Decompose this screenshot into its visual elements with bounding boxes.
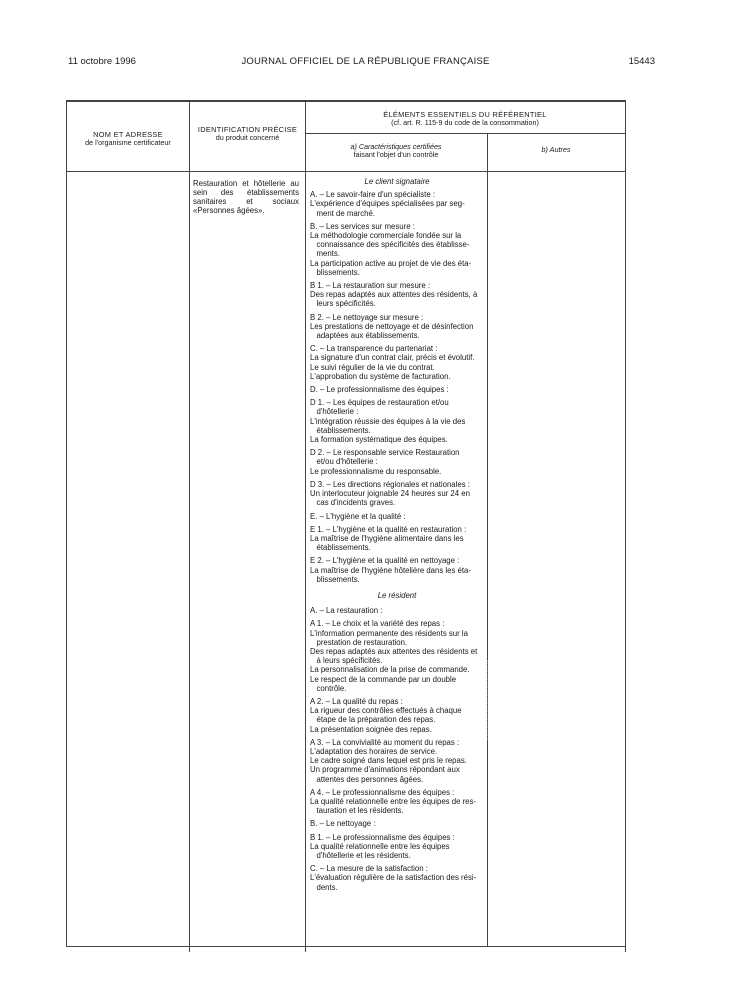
header-elements-line2: (cf. art. R. 115-9 du code de la consommation) bbox=[391, 118, 539, 128]
list-item: E 2. – L'hygiène et la qualité en nettoyage : bbox=[310, 556, 460, 566]
list-item: La maîtrise de l'hygiène hôtelière dans les éta- blissements. bbox=[310, 565, 471, 584]
section-title-client: Le client signataire bbox=[364, 177, 430, 186]
table-bottom-rule bbox=[66, 946, 626, 947]
header-ident-line2: du produit concerné bbox=[215, 133, 280, 143]
list-item: E 1. – L'hygiène et la qualité en restauration : bbox=[310, 524, 467, 534]
list-item: L'intégration réussie des équipes à la vie des établissements. La formation systématique des équipes. bbox=[310, 416, 466, 445]
list-item: B 2. – Le nettoyage sur mesure : bbox=[310, 312, 424, 322]
list-item: C. – La mesure de la satisfaction : bbox=[310, 864, 428, 874]
list-item: Des repas adaptés aux attentes des résidents, à leurs spécificités. bbox=[310, 290, 478, 309]
list-item: D 3. – Les directions régionales et nationales : bbox=[310, 479, 470, 489]
list-item: B. – Le nettoyage : bbox=[310, 819, 376, 829]
header-bottom-rule bbox=[66, 171, 626, 172]
list-item: A. – La restauration : bbox=[310, 606, 383, 616]
list-item: L'expérience d'équipes spécialisées par seg- ment de marché. bbox=[310, 199, 465, 218]
list-item: La qualité relationnelle entre les équipes d'hôtellerie et les résidents. bbox=[310, 841, 450, 860]
list-item: D 1. – Les équipes de restauration et/ou d'hôtellerie : bbox=[310, 398, 449, 417]
list-item: B. – Les services sur mesure : bbox=[310, 221, 415, 231]
list-item: A 1. – Le choix et la variété des repas : bbox=[310, 619, 445, 629]
list-item: D. – Le professionnalisme des équipes : bbox=[310, 385, 449, 395]
resident-entry-list bbox=[310, 606, 484, 892]
header-caracteristiques bbox=[305, 143, 487, 159]
list-item: Le professionnalisme du responsable. bbox=[310, 466, 442, 476]
client-entry-list bbox=[310, 190, 484, 584]
list-item: L'évaluation régulière de la satisfaction des rési- dents. bbox=[310, 873, 477, 892]
list-item: A 2. – La qualité du repas : bbox=[310, 696, 403, 706]
header-elements bbox=[305, 111, 625, 127]
header-split-rule bbox=[305, 133, 625, 134]
list-item: L'adaptation des horaires de service. Le cadre soigné dans lequel est pris le repas. Un programme d'animations répondant aux attentes des personnes âgées. bbox=[310, 746, 467, 784]
list-item: C. – La transparence du partenariat : bbox=[310, 344, 438, 354]
page-date: 11 octobre 1996 bbox=[68, 56, 136, 67]
list-item: B 1. – Le professionnalisme des équipes : bbox=[310, 832, 455, 842]
list-item: Un interlocuteur joignable 24 heures sur 24 en cas d'incidents graves. bbox=[310, 489, 470, 508]
header-identification bbox=[190, 126, 305, 142]
table-left-border bbox=[66, 100, 67, 946]
section-title-resident: Le résident bbox=[377, 590, 417, 600]
header-elements-line1: ÉLÉMENTS ESSENTIELS DU RÉFÉRENTIEL bbox=[383, 110, 547, 119]
header-nom-line2: de l'organisme certificateur bbox=[85, 138, 171, 148]
list-item: A 3. – La convivialité au moment du repas : bbox=[310, 737, 460, 747]
header-autres: b) Autres bbox=[541, 145, 571, 154]
product-identification: Restauration et hôtellerie au sein des établissements sanitaires et sociaux «Personnes âgées». bbox=[193, 179, 299, 215]
column-divider-2 bbox=[305, 100, 306, 952]
list-item: La rigueur des contrôles effectués à chaque étape de la préparation des repas. La présentation soignée des repas. bbox=[310, 706, 462, 734]
list-item: A. – Le savoir-faire d'un spécialiste : bbox=[310, 190, 436, 200]
list-item: La maîtrise de l'hygiène alimentaire dans les établissements. bbox=[310, 533, 464, 553]
header-a-line2: faisant l'objet d'un contrôle bbox=[353, 150, 439, 160]
characteristics-column bbox=[310, 175, 484, 892]
list-item: Les prestations de nettoyage et de désinfection adaptées aux établissements. bbox=[310, 321, 474, 341]
header-ident-line1: IDENTIFICATION PRÉCISE bbox=[197, 125, 298, 134]
list-item: B 1. – La restauration sur mesure : bbox=[310, 281, 431, 291]
scan-artifact-dots bbox=[487, 660, 488, 740]
list-item: A 4. – Le professionnalisme des équipes : bbox=[310, 787, 455, 797]
column-divider-1 bbox=[189, 100, 190, 952]
table-right-border bbox=[625, 100, 626, 952]
journal-title: JOURNAL OFFICIEL DE LA RÉPUBLIQUE FRANÇAISE bbox=[241, 56, 490, 67]
header-a-line1: a) Caractéristiques certifiées bbox=[350, 142, 442, 151]
list-item: L'information permanente des résidents sur la prestation de restauration. Des repas adaptés aux attentes des résidents et à leurs spécificités. La personnalisation de la prise de commande. Le respect de la commande par un double contrôle. bbox=[310, 628, 478, 693]
list-item: La participation active au projet de vie des éta- blissements. bbox=[310, 258, 472, 277]
table-top-rule bbox=[66, 100, 626, 102]
list-item: D 2. – Le responsable service Restauration et/ou d'hôtellerie : bbox=[310, 448, 460, 467]
list-item: La signature d'un contrat clair, précis et évolutif. Le suivi régulier de la vie du contrat. L'approbation du système de facturation. bbox=[310, 353, 475, 381]
list-item: La méthodologie commerciale fondée sur la connaissance des spécificités des établisse- ments. bbox=[310, 231, 470, 259]
header-nom-adresse bbox=[66, 131, 190, 147]
page-number: 15443 bbox=[628, 56, 655, 67]
list-item: E. – L'hygiène et la qualité : bbox=[310, 511, 406, 521]
header-nom-line1: NOM ET ADRESSE bbox=[93, 130, 163, 139]
list-item: La qualité relationnelle entre les équipes de res- tauration et les résidents. bbox=[310, 796, 477, 816]
column-divider-3 bbox=[487, 133, 488, 946]
